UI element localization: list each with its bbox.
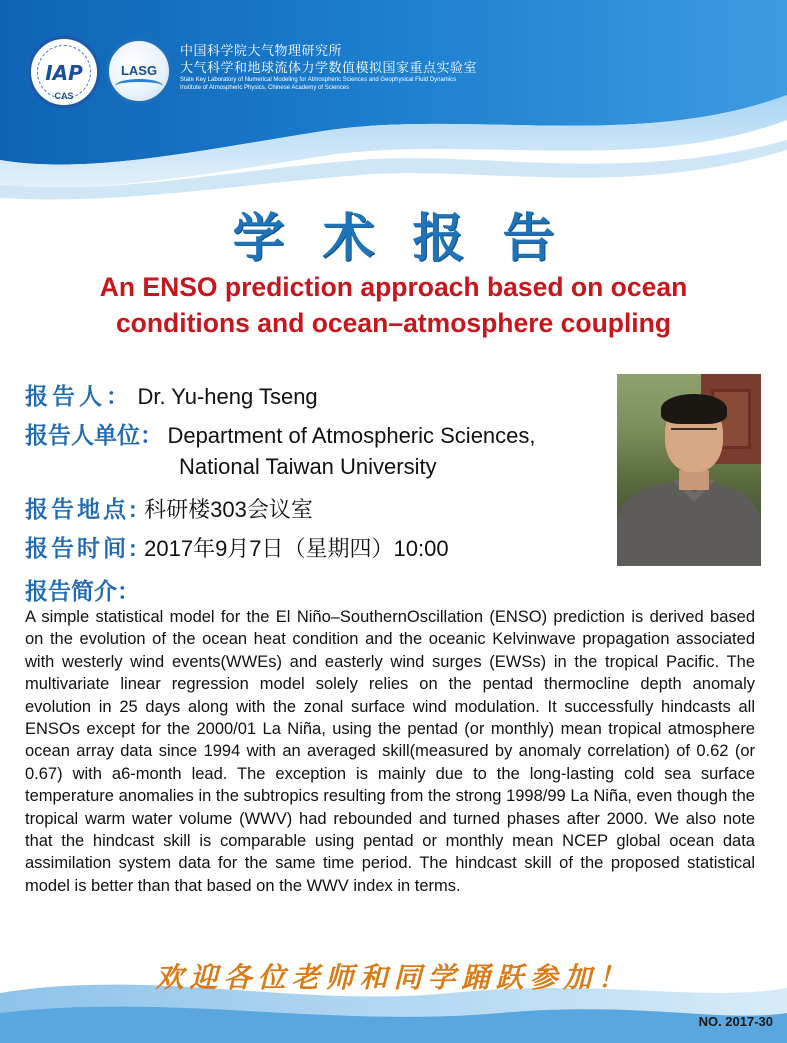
abstract-text: A simple statistical model for the El Niño–SouthernOscillation (ENSO) prediction is derived based on the evolution of the ocean heat condition and the oceanic Kelvinwave propagation associated with westerly wind events(WWEs) and easterly wind surges (EWSs) in the tropical Pacific. The multivariate linear regression model solely relies on the pentad thermocline depth anomaly evolution in 25 days along with the zonal surface wind modulation. It successfully hindcasts all ENSOs except for the 2000/01 La Niña, using the pentad (or monthly) mean tropical atmosphere ocean array data since 1994 with an averaged skill(measured by anomaly correlation) of 0.62 (or 0.67) with a6-month lead. The exception is mainly due to the long-lasting cold sea surface temperature anomalies in the subtropics resulting from the strong 1998/99 La Niña, even though the tropical warm water volume (WWV) had rebounded and turned phases after 2000. We also note that the hindcast skill is comparable using pentad or monthly mean NCEP global ocean data assimilation system data for the same time period. The hindcast skill of the proposed statistical model is better than that based on the WWV index in terms. xyxy=(25,608,755,895)
affiliation-row-2 xyxy=(179,454,437,480)
photo-glasses xyxy=(671,428,717,440)
speaker-label: 报告人： xyxy=(25,383,133,409)
lab-name-cn: 大气科学和地球流体力学数值模拟国家重点实验室 xyxy=(180,60,478,75)
abstract-label: 报告简介： xyxy=(25,578,140,604)
lasg-swirl-icon xyxy=(115,79,163,93)
affiliation-row xyxy=(25,417,536,450)
lasg-logo-text: LASG xyxy=(120,63,158,78)
speaker-row xyxy=(25,378,318,411)
affiliation-line2: National Taiwan University xyxy=(179,454,437,479)
location-value: 科研楼303会议室 xyxy=(144,497,313,522)
location-row xyxy=(25,491,313,524)
institute-name-cn: 中国科学院大气物理研究所 xyxy=(180,43,343,58)
affiliation-line1: Department of Atmospheric Sciences, xyxy=(167,423,536,448)
time-value: 2017年9月7日（星期四）10:00 xyxy=(144,536,449,561)
time-label: 报告时间: xyxy=(25,535,140,561)
affiliation-label: 报告人单位： xyxy=(25,422,163,448)
header-wave-banner xyxy=(0,0,787,200)
welcome-message: 欢迎各位老师和同学踊跃参加！ xyxy=(155,961,632,994)
header-institution-block xyxy=(180,43,477,92)
iap-logo xyxy=(28,36,100,108)
speaker-photo xyxy=(617,374,761,566)
document-number: NO. 2017-30 xyxy=(698,1014,773,1029)
lab-name-en: State Key Laboratory of Numerical Modeling for Atmospheric Sciences and Geophysical Fluid Dynamics xyxy=(180,77,457,83)
photo-hair xyxy=(661,394,727,424)
speaker-value: Dr. Yu-heng Tseng xyxy=(137,384,318,409)
institute-name-en: Institute of Atmospheric Physics, Chinese Academy of Sciences xyxy=(180,85,350,91)
iap-logo-cas-text: CAS xyxy=(54,91,74,101)
lasg-logo xyxy=(106,38,172,104)
iap-logo-text: IAP xyxy=(45,61,83,85)
time-row xyxy=(25,530,449,563)
location-label: 报告地点: xyxy=(25,496,140,522)
photo-neck xyxy=(679,470,709,490)
poster-title: 学术报告 xyxy=(232,208,593,269)
talk-title: An ENSO prediction approach based on ocean conditions and ocean–atmosphere coupling xyxy=(99,272,688,338)
